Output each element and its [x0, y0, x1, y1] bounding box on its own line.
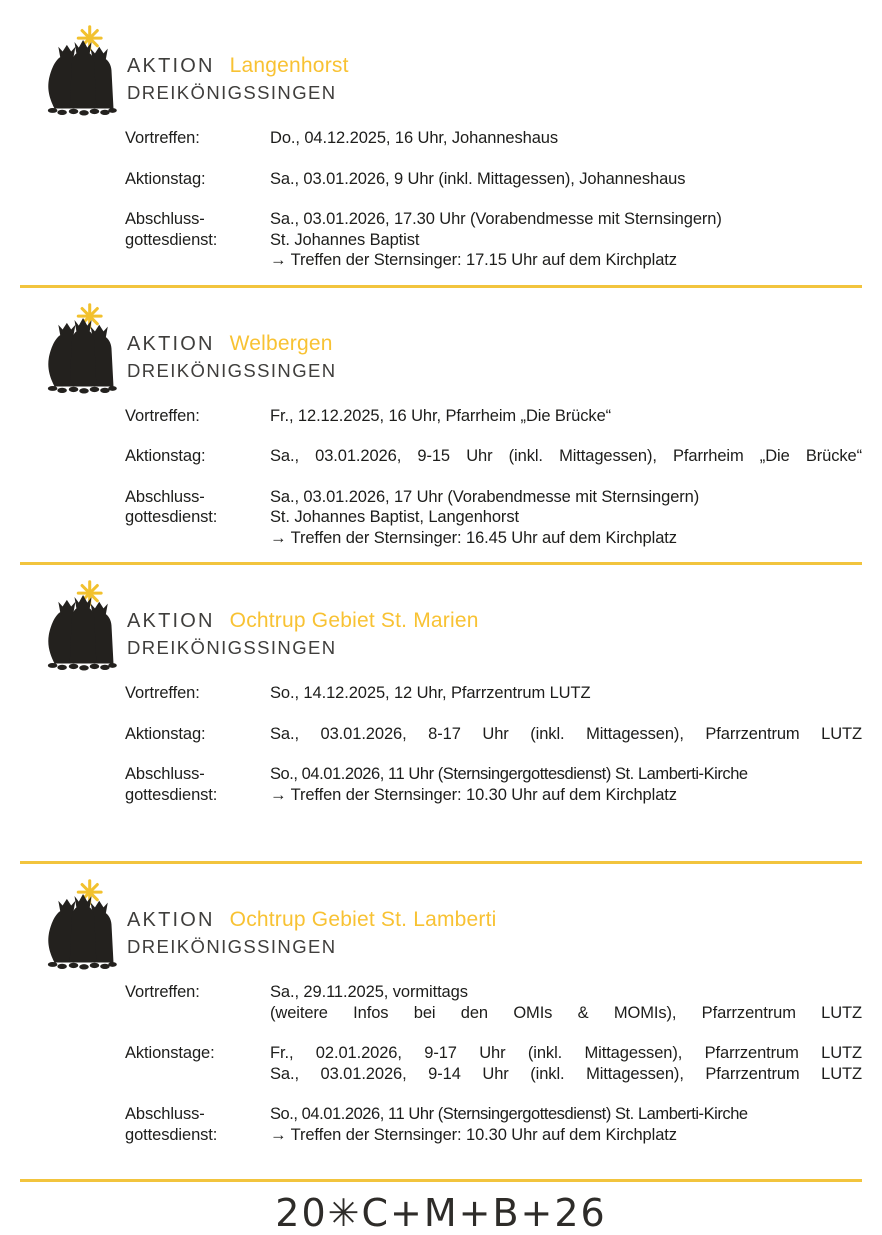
row-value	[270, 209, 862, 271]
row-label-line: Abschluss-	[125, 765, 205, 783]
row-value-line	[270, 1104, 862, 1125]
row-value	[270, 446, 862, 467]
row-label-line: Vortreffen:	[125, 406, 200, 425]
logo-text-aktion: AKTION	[127, 332, 215, 355]
section-header	[0, 24, 882, 122]
row-value-line	[270, 982, 862, 1003]
row-label-line: gottesdienst:	[125, 785, 218, 804]
row-value	[270, 406, 862, 427]
row-value-text: Do., 04.12.2025, 16 Uhr, Johanneshaus	[270, 129, 559, 147]
row-value	[270, 1104, 862, 1145]
schedule-rows	[125, 982, 882, 1145]
row-value-text: St. Johannes Baptist	[270, 230, 420, 249]
row-value-text: Sa., 03.01.2026, 9-15 Uhr (inkl. Mittagessen), Pfarrheim „Die Brücke“	[270, 447, 862, 465]
schedule-section	[0, 579, 882, 864]
aktion-dreikoenigssingen-logo	[45, 878, 123, 976]
section-header	[0, 579, 882, 677]
row-label-line: Abschluss-	[125, 1105, 205, 1123]
schedule-row	[125, 209, 882, 271]
row-value-text: Fr., 12.12.2025, 16 Uhr, Pfarrheim „Die Brücke“	[270, 406, 612, 425]
row-label	[125, 446, 270, 467]
logo-wordmark	[127, 24, 349, 104]
schedule-row	[125, 406, 882, 427]
row-label-line: Vortreffen:	[125, 129, 200, 147]
section-title: Ochtrup Gebiet St. Lamberti	[229, 908, 497, 931]
row-label	[125, 128, 270, 149]
aktion-dreikoenigssingen-logo	[45, 579, 123, 677]
row-value-text: So., 04.01.2026, 11 Uhr (Sternsingergottesdienst) St. Lamberti-Kirche	[270, 1105, 748, 1123]
row-value-text: So., 04.01.2026, 11 Uhr (Sternsingergottesdienst) St. Lamberti-Kirche	[270, 765, 748, 783]
row-label-line: Aktionstag:	[125, 447, 206, 465]
epiphany-blessing-text: 20✳C+M+B+26	[275, 1191, 607, 1235]
row-label-line: Aktionstage:	[125, 1044, 215, 1062]
row-label-line: Vortreffen:	[125, 684, 200, 702]
row-value-line	[270, 406, 862, 427]
section-title: Welbergen	[229, 331, 333, 355]
row-value-line	[270, 487, 862, 508]
row-value-text: → Treffen der Sternsinger: 10.30 Uhr auf dem Kirchplatz	[270, 785, 677, 804]
section-title: Langenhorst	[229, 54, 349, 77]
schedule-row	[125, 1104, 882, 1145]
row-label-line: Vortreffen:	[125, 983, 200, 1001]
row-value-line	[270, 250, 862, 271]
schedule-row	[125, 683, 882, 704]
row-label	[125, 1043, 270, 1084]
three-kings-silhouette-icon	[48, 894, 117, 969]
section-title: Ochtrup Gebiet St. Marien	[229, 609, 479, 632]
schedule-row	[125, 982, 882, 1023]
row-label	[125, 209, 270, 271]
row-value-text: → Treffen der Sternsinger: 16.45 Uhr auf dem Kirchplatz	[270, 528, 677, 547]
row-value-text: Sa., 03.01.2026, 17.30 Uhr (Vorabendmesse mit Sternsingern)	[270, 210, 722, 228]
section-header	[0, 878, 882, 976]
row-value	[270, 1043, 862, 1084]
row-value-line	[270, 785, 862, 806]
schedule-section	[0, 302, 882, 566]
row-value-line	[270, 230, 862, 251]
row-value	[270, 169, 862, 190]
schedule-rows	[125, 128, 882, 271]
row-value-line	[270, 1003, 862, 1024]
row-value-text: So., 14.12.2025, 12 Uhr, Pfarrzentrum LUTZ	[270, 684, 591, 702]
row-label	[125, 169, 270, 190]
row-label	[125, 406, 270, 427]
row-value-line	[270, 683, 862, 704]
row-value-line	[270, 128, 862, 149]
schedule-rows	[125, 406, 882, 549]
row-label	[125, 764, 270, 805]
row-value-line	[270, 528, 862, 549]
section-divider	[20, 1179, 862, 1182]
schedule-section	[0, 24, 882, 288]
row-label	[125, 982, 270, 1023]
row-value-line	[270, 1064, 862, 1085]
row-value	[270, 487, 862, 549]
logo-text-dreikoenigssingen: DREIKÖNIGSSINGEN	[127, 359, 337, 381]
row-label	[125, 1104, 270, 1145]
row-value-text: St. Johannes Baptist, Langenhorst	[270, 508, 519, 526]
row-value-line	[270, 724, 862, 745]
row-value-text: Sa., 03.01.2026, 17 Uhr (Vorabendmesse mit Sternsingern)	[270, 487, 700, 506]
schedule-row	[125, 724, 882, 745]
row-value-text: Sa., 03.01.2026, 8-17 Uhr (inkl. Mittagessen), Pfarrzentrum LUTZ	[270, 724, 862, 743]
row-value-text: Sa., 03.01.2026, 9-14 Uhr (inkl. Mittagessen), Pfarrzentrum LUTZ	[270, 1064, 862, 1083]
three-kings-silhouette-icon	[48, 318, 117, 393]
schedule-rows	[125, 683, 882, 805]
row-label-line: gottesdienst:	[125, 230, 218, 249]
logo-wordmark	[127, 579, 479, 659]
schedule-row	[125, 128, 882, 149]
section-header	[0, 302, 882, 400]
schedule-row	[125, 487, 882, 549]
logo-text-dreikoenigssingen: DREIKÖNIGSSINGEN	[127, 637, 337, 658]
section-list	[0, 24, 882, 1182]
row-value-line	[270, 209, 862, 230]
section-divider	[20, 562, 862, 565]
logo-wordmark	[127, 878, 497, 958]
row-label-line: Aktionstag:	[125, 724, 206, 743]
row-value	[270, 764, 862, 805]
row-label-line: Abschluss-	[125, 210, 205, 228]
logo-text-aktion: AKTION	[127, 610, 215, 632]
row-value-text: Fr., 02.01.2026, 9-17 Uhr (inkl. Mittagessen), Pfarrzentrum LUTZ	[270, 1044, 862, 1062]
row-label-line: Aktionstag:	[125, 169, 206, 188]
logo-wordmark	[127, 302, 337, 382]
row-label-line: Abschluss-	[125, 487, 205, 506]
row-value-text: Sa., 03.01.2026, 9 Uhr (inkl. Mittagessen), Johanneshaus	[270, 169, 686, 188]
row-value-line	[270, 764, 862, 785]
schedule-row	[125, 764, 882, 805]
three-kings-silhouette-icon	[48, 40, 117, 115]
three-kings-silhouette-icon	[48, 595, 117, 670]
schedule-row	[125, 1043, 882, 1084]
row-label-line: gottesdienst:	[125, 508, 218, 526]
row-value-text: (weitere Infos bei den OMIs & MOMIs), Pfarrzentrum LUTZ	[270, 1003, 862, 1022]
logo-text-aktion: AKTION	[127, 55, 215, 77]
row-value-text: Sa., 29.11.2025, vormittags	[270, 983, 468, 1001]
row-value	[270, 683, 862, 704]
row-value-line	[270, 169, 862, 190]
row-label	[125, 724, 270, 745]
row-label	[125, 487, 270, 549]
row-value-line	[270, 1125, 862, 1146]
section-divider	[20, 285, 862, 288]
row-label-line: gottesdienst:	[125, 1125, 218, 1144]
row-value-line	[270, 1043, 862, 1064]
logo-text-aktion: AKTION	[127, 909, 215, 931]
row-label	[125, 683, 270, 704]
row-value-text: → Treffen der Sternsinger: 10.30 Uhr auf dem Kirchplatz	[270, 1125, 677, 1144]
footer	[0, 1191, 882, 1235]
section-divider	[20, 861, 862, 864]
row-value	[270, 724, 862, 745]
row-value-line	[270, 446, 862, 467]
schedule-section	[0, 878, 882, 1182]
aktion-dreikoenigssingen-logo	[45, 24, 123, 122]
schedule-row	[125, 446, 882, 467]
logo-text-dreikoenigssingen: DREIKÖNIGSSINGEN	[127, 82, 337, 103]
row-value-text: → Treffen der Sternsinger: 17.15 Uhr auf dem Kirchplatz	[270, 251, 677, 269]
row-value	[270, 128, 862, 149]
logo-text-dreikoenigssingen: DREIKÖNIGSSINGEN	[127, 936, 337, 957]
row-value-line	[270, 507, 862, 528]
schedule-row	[125, 169, 882, 190]
aktion-dreikoenigssingen-logo	[45, 302, 123, 400]
row-value	[270, 982, 862, 1023]
